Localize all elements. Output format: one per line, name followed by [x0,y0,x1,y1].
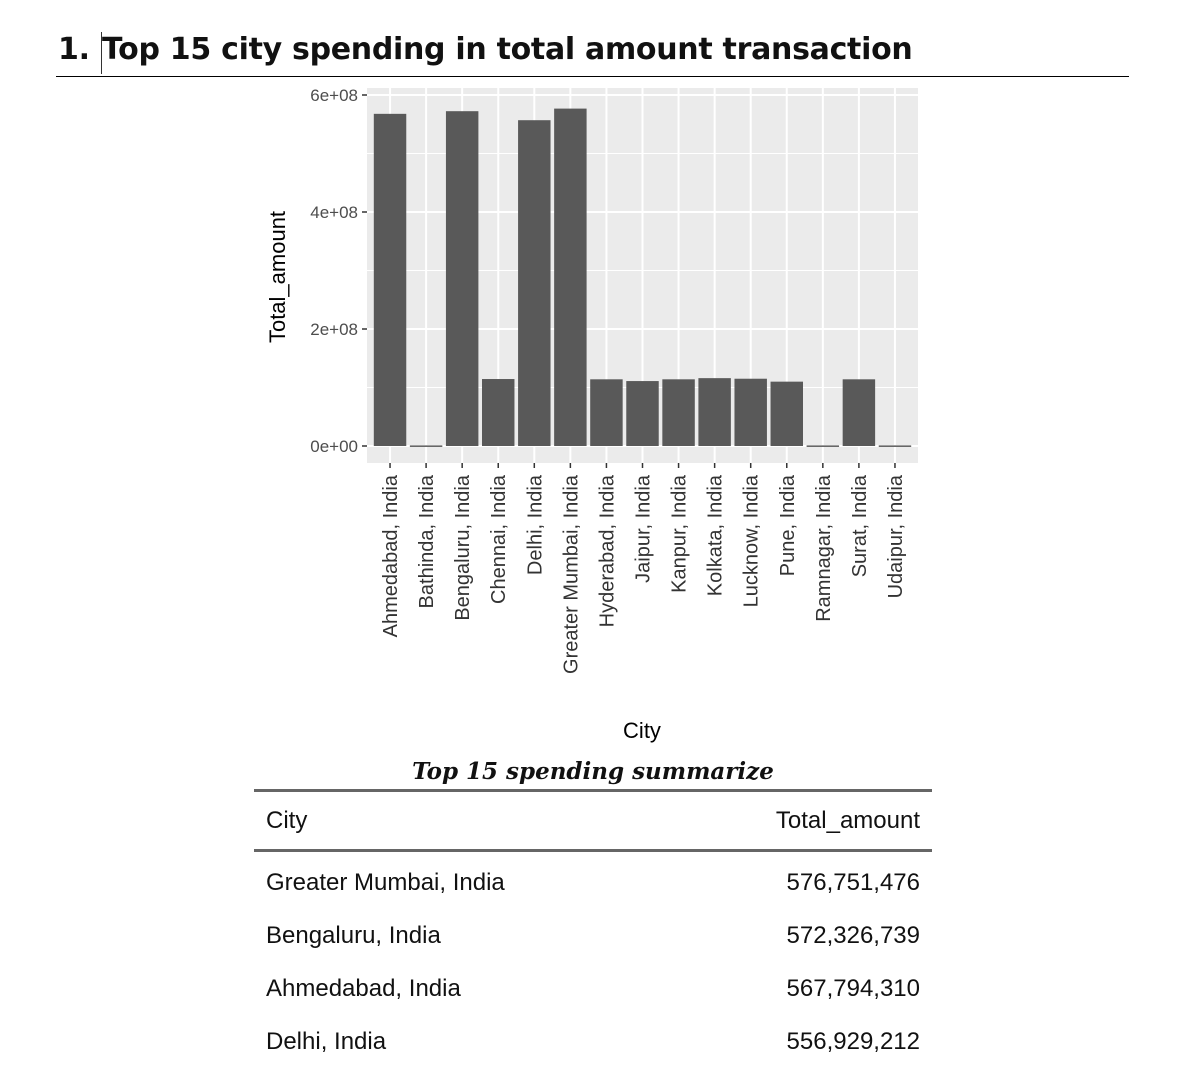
heading-number: 1. [58,32,90,67]
bar [374,114,406,446]
bar [554,109,586,446]
bar [807,445,839,447]
x-tick-label: Udaipur, India [884,475,907,599]
y-tick-label: 4e+08 [310,203,358,222]
bar [626,381,658,446]
bar [446,111,478,446]
cell-total-amount: 567,794,310 [786,974,920,1002]
table-row [254,909,932,962]
y-tick-label: 2e+08 [310,320,358,339]
x-tick-label: Lucknow, India [740,475,763,608]
bar [518,120,550,446]
x-tick-label: Hyderabad, India [596,475,619,628]
bar [698,378,730,446]
x-tick-label: Delhi, India [524,475,547,576]
x-tick-label: Ramnagar, India [812,475,835,622]
y-axis [310,86,367,456]
x-tick-label: Kanpur, India [668,475,691,593]
cell-total-amount: 556,929,212 [786,1027,920,1055]
y-tick-label: 0e+00 [310,437,358,456]
y-tick-label: 6e+08 [310,86,358,105]
table-row [254,962,932,1015]
bar [662,379,694,446]
table-caption: Top 15 spending summarize [412,758,774,785]
table-row [254,856,932,909]
x-axis-title: City [623,718,661,743]
bar [590,379,622,446]
heading-text: Top 15 city spending in total amount transaction [102,32,913,67]
summary-table [254,789,932,1068]
bar [410,445,442,447]
cell-city: Ahmedabad, India [266,974,461,1002]
x-tick-label: Ahmedabad, India [380,475,403,638]
x-tick-label: Kolkata, India [704,475,727,597]
bar [482,379,514,446]
cell-total-amount: 576,751,476 [786,868,920,896]
table-header-row [254,792,932,849]
cell-city: Bengaluru, India [266,921,441,949]
bar [734,379,766,446]
x-tick-label: Pune, India [776,475,799,577]
x-tick-label: Surat, India [848,475,871,578]
y-axis-title: Total_amount [265,210,290,344]
cell-city: Greater Mumbai, India [266,868,505,896]
table-row [254,1015,932,1068]
bar [879,445,911,447]
x-axis [380,463,907,674]
cell-total-amount: 572,326,739 [786,921,920,949]
bar [771,382,803,446]
x-tick-label: Jaipur, India [632,475,655,583]
x-tick-label: Bathinda, India [416,474,439,609]
x-tick-label: Greater Mumbai, India [560,475,583,674]
bar [843,379,875,446]
column-header-total-amount: Total_amount [775,806,920,834]
x-tick-label: Bengaluru, India [452,474,475,621]
column-header-city: City [266,806,308,834]
x-tick-label: Chennai, India [488,475,511,604]
cell-city: Delhi, India [266,1027,387,1055]
